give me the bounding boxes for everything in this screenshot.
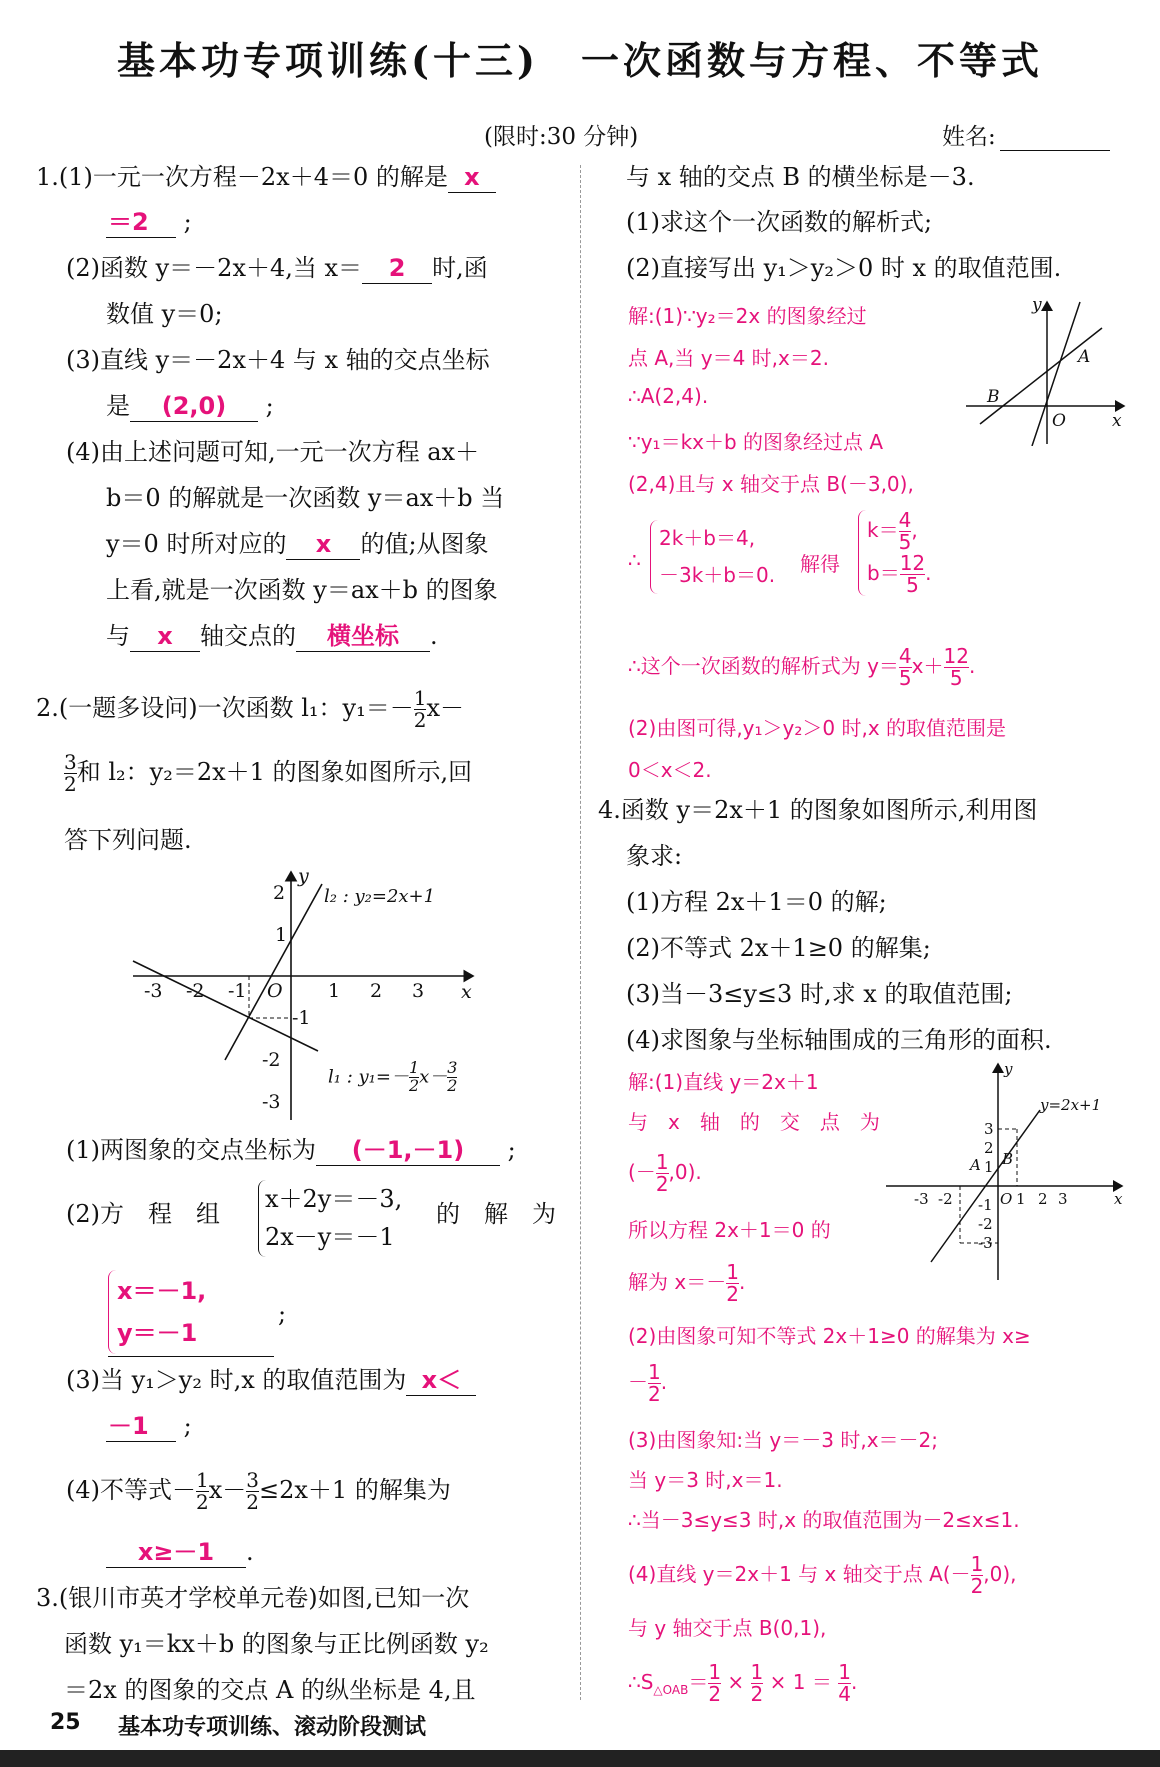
tick-y-3: 3 — [984, 1120, 994, 1138]
tick-y-neg2: -2 — [978, 1215, 993, 1233]
q1-line3b: 是 (2,0) ; — [106, 392, 274, 420]
tick-y-neg3: -3 — [262, 1091, 281, 1113]
line-y1 — [980, 328, 1102, 424]
q3-sol2: 点 A,当 y＝4 时,x＝2. — [628, 346, 829, 370]
q2-system: x＋2y＝－3, 2x－y＝－1 — [258, 1180, 402, 1257]
q2-line1: 2.(一题多设问)一次函数 l₁：$y_1=-\frac{1}{2}$ x－ — [36, 686, 465, 732]
q4-sol9: 当 y＝3 时,x＝1. — [628, 1468, 783, 1492]
point-b-label: B — [1002, 1150, 1014, 1168]
q3-sol1: 解:(1)∵y₂＝2x 的图象经过 — [628, 304, 867, 328]
q2-4-answer[interactable]: x≥－1 — [106, 1538, 246, 1568]
q2-fraction-1: $\frac{1}{2}$ — [413, 686, 427, 732]
line-l2 — [225, 884, 322, 1060]
q1-4-answer-b[interactable]: x — [130, 622, 200, 652]
q4-sol8: (3)由图象知:当 y＝－3 时,x＝－2; — [628, 1428, 938, 1452]
origin-label: O — [267, 980, 283, 1002]
page-title: 基本功专项训练(十三) 一次函数与方程、不等式 — [117, 38, 1043, 83]
q2-2-answer[interactable]: x＝－1, y＝－1 — [108, 1270, 274, 1357]
q4-graph — [882, 1058, 1132, 1282]
q1-line4: (4)由上述问题可知,一元一次方程 ax＋ — [66, 438, 480, 466]
q2-s2b: 的 解 为 — [436, 1200, 556, 1228]
q4-sol12: 与 y 轴交于点 B(0,1), — [628, 1616, 827, 1640]
q1-line2: (2)函数 y＝－2x＋4,当 x＝ 2 时,函 — [66, 254, 488, 282]
q1-line1: 1.(1)一元一次方程－2x＋4＝0 的解是 x — [36, 163, 496, 193]
q4-sol3: ($-\frac{1}{2}$ ,0). — [628, 1150, 702, 1196]
q1-line4c: y＝0 时所对应的 x 的值;从图象 — [106, 530, 489, 558]
q2-line2: $\frac{3}{2}$ 和 l₂：y₂＝2x＋1 的图象如图所示,回 — [64, 750, 473, 796]
tick-x-2: 2 — [1038, 1190, 1048, 1208]
tick-x-neg2: -2 — [186, 980, 205, 1002]
q2-s1: (1)两图象的交点坐标为 (－1,－1) ; — [66, 1136, 516, 1164]
q1-line4d: 上看,就是一次函数 y＝ax＋b 的图象 — [106, 576, 498, 604]
q4-sol11: (4)直线 y＝2x＋1 与 x 轴交于点 $A(-\frac{1}{2}$ ,0), — [628, 1552, 1017, 1598]
l1-label: l₁ : $y_1=-\frac{1}{2}$ $x-\frac{3}{2}$ — [328, 1058, 458, 1095]
q3-system: 2k＋b＝4, －3k＋b＝0. — [650, 520, 775, 594]
q4-line6: (4)求图象与坐标轴围成的三角形的面积. — [626, 1026, 1052, 1054]
tick-y-neg3: -3 — [978, 1234, 993, 1252]
q4-sol10: ∴当－3≤y≤3 时,x 的取值范围为－2≤x≤1. — [628, 1508, 1020, 1532]
tick-x-neg1: -1 — [228, 980, 247, 1002]
page-number: 25 — [50, 1710, 81, 1735]
q4-sol13: $\therefore S_{\triangle OAB}=1$ 2 × 1 2 × 1 ＝ 1 4 . — [628, 1660, 858, 1706]
q2-semicolon: ; — [278, 1300, 287, 1328]
q3-sol6: ∴这个一次函数的解析式为 $y=\frac{4}{5}$ $x+\frac{12}{5}$ . — [628, 644, 976, 690]
q3-r3: (2)直接写出 y₁＞y₂＞0 时 x 的取值范围. — [626, 254, 1062, 282]
l2-label: l₂ : y₂=2x+1 — [324, 886, 436, 907]
x-axis-label: x — [1112, 411, 1122, 431]
q2-3-answer-b[interactable]: －1 — [106, 1412, 176, 1442]
q3-line1: 3.(银川市英才学校单元卷)如图,已知一次 — [36, 1584, 470, 1612]
q3-sol8: 0＜x＜2. — [628, 758, 712, 782]
y-axis-label: y — [298, 865, 309, 887]
tick-x-2: 2 — [370, 980, 383, 1002]
tick-x-neg3: -3 — [914, 1190, 929, 1208]
q4-sol4: 所以方程 2x＋1＝0 的 — [628, 1218, 831, 1242]
q3-line3: ＝2x 的图象的交点 A 的纵坐标是 4,且 — [64, 1676, 476, 1704]
line-label: y=2x+1 — [1040, 1096, 1102, 1114]
q2-s4b: x≥－1 . — [106, 1538, 254, 1568]
q1-1-answer-b[interactable]: ＝2 — [106, 208, 176, 238]
tick-y-neg1: -1 — [292, 1007, 311, 1029]
footer-bar — [0, 1750, 1160, 1767]
tick-x-3: 3 — [412, 980, 425, 1002]
q4-line2: 象求: — [626, 842, 683, 870]
q2-s2: (2)方 程 组 — [66, 1200, 220, 1228]
q3-graph — [962, 296, 1130, 446]
q1-3-answer[interactable]: (2,0) — [130, 392, 258, 422]
q1-line1b: ＝2 ; — [108, 208, 192, 236]
time-limit: (限时:30 分钟) — [484, 124, 639, 150]
q1-line2b: 数值 y＝0; — [106, 300, 223, 328]
q4-line1: 4.函数 y＝2x＋1 的图象如图所示,利用图 — [598, 796, 1038, 824]
footer-text: 基本功专项训练、滚动阶段测试 — [118, 1715, 427, 1740]
name-label: 姓名: — [942, 124, 996, 150]
q2-1-answer[interactable]: (－1,－1) — [316, 1136, 500, 1166]
tick-y-neg1: -1 — [978, 1196, 993, 1214]
y-axis-label: y — [1032, 296, 1042, 315]
q4-line3: (1)方程 2x＋1＝0 的解; — [626, 888, 887, 916]
q2-s3: (3)当 y₁＞y₂ 时,x 的取值范围为 x＜ — [66, 1366, 476, 1396]
tick-y-2: 2 — [984, 1139, 994, 1157]
q2-s3b: －1 ; — [108, 1412, 192, 1440]
q1-1-answer-a[interactable]: x — [448, 163, 496, 193]
q3-jiede: 解得 — [800, 552, 840, 576]
name-blank[interactable] — [1000, 126, 1110, 151]
q3-sol3: ∴A(2,4). — [628, 384, 709, 408]
q2-s4: (4)不等式$-\frac{1}{2}$ $x-\frac{3}{2}$ ≤2x＋1 的解集为 — [66, 1468, 451, 1514]
y-axis-label: y — [1004, 1060, 1013, 1078]
q1-line4e: 与 x 轴交点的 横坐标 . — [106, 622, 438, 650]
q3-line2: 函数 y₁＝kx＋b 的图象与正比例函数 y₂ — [64, 1630, 489, 1658]
q3-therefore: ∴ — [628, 548, 641, 572]
q3-r1: 与 x 轴的交点 B 的横坐标是－3. — [626, 163, 975, 191]
q1-line3: (3)直线 y＝－2x＋4 与 x 轴的交点坐标 — [66, 346, 490, 374]
q2-line3: 答下列问题. — [64, 826, 192, 854]
q3-solution-kb: $k=\frac{4}{5}$ , $b=\frac{12}{5}$ . — [858, 510, 932, 596]
tick-y-2: 2 — [273, 882, 286, 904]
column-divider — [580, 165, 581, 1700]
name-field — [942, 118, 1110, 151]
q1-4-answer-c[interactable]: 横坐标 — [296, 622, 430, 652]
q4-sol1: 解:(1)直线 y＝2x＋1 — [628, 1070, 819, 1094]
q4-sol2: 与 x 轴 的 交 点 为 — [628, 1110, 880, 1134]
q1-line4b: b＝0 的解就是一次函数 y＝ax＋b 当 — [106, 484, 505, 512]
x-axis-label: x — [461, 981, 472, 1003]
q3-sol5: (2,4)且与 x 轴交于点 B(－3,0), — [628, 472, 914, 496]
q4-line4: (2)不等式 2x＋1≥0 的解集; — [626, 934, 931, 962]
q3-r2: (1)求这个一次函数的解析式; — [626, 208, 933, 236]
q2-fraction-2: $\frac{3}{2}$ — [64, 750, 77, 796]
q1-4-answer-a[interactable]: x — [286, 530, 360, 560]
point-a-label: A — [1078, 347, 1091, 367]
point-a-label: A — [970, 1156, 981, 1174]
origin-label: O — [1052, 411, 1066, 431]
tick-x-1: 1 — [328, 980, 341, 1002]
tick-x-1: 1 — [1016, 1190, 1026, 1208]
tick-y-1: 1 — [275, 924, 288, 946]
q3-sol4: ∵y₁＝kx＋b 的图象经过点 A — [628, 430, 884, 454]
q4-sol7: $-\frac{1}{2}$ . — [628, 1360, 668, 1406]
origin-label: O — [1000, 1190, 1013, 1208]
q4-sol5: 解为 $x=-\frac{1}{2}$ . — [628, 1260, 746, 1306]
tick-x-neg2: -2 — [938, 1190, 953, 1208]
tick-x-neg3: -3 — [144, 980, 163, 1002]
tick-y-1: 1 — [984, 1158, 994, 1176]
tick-y-neg2: -2 — [262, 1049, 281, 1071]
q2-3-answer-a[interactable]: x＜ — [406, 1366, 476, 1396]
q4-sol6: (2)由图象可知不等式 2x＋1≥0 的解集为 x≥ — [628, 1324, 1031, 1348]
q3-sol7: (2)由图可得,y₁＞y₂＞0 时,x 的取值范围是 — [628, 716, 1007, 740]
x-axis-label: x — [1114, 1190, 1123, 1208]
q1-2-answer[interactable]: 2 — [362, 254, 432, 284]
point-b-label: B — [987, 387, 1000, 407]
tick-x-3: 3 — [1058, 1190, 1068, 1208]
q4-line5: (3)当－3≤y≤3 时,求 x 的取值范围; — [626, 980, 1013, 1008]
